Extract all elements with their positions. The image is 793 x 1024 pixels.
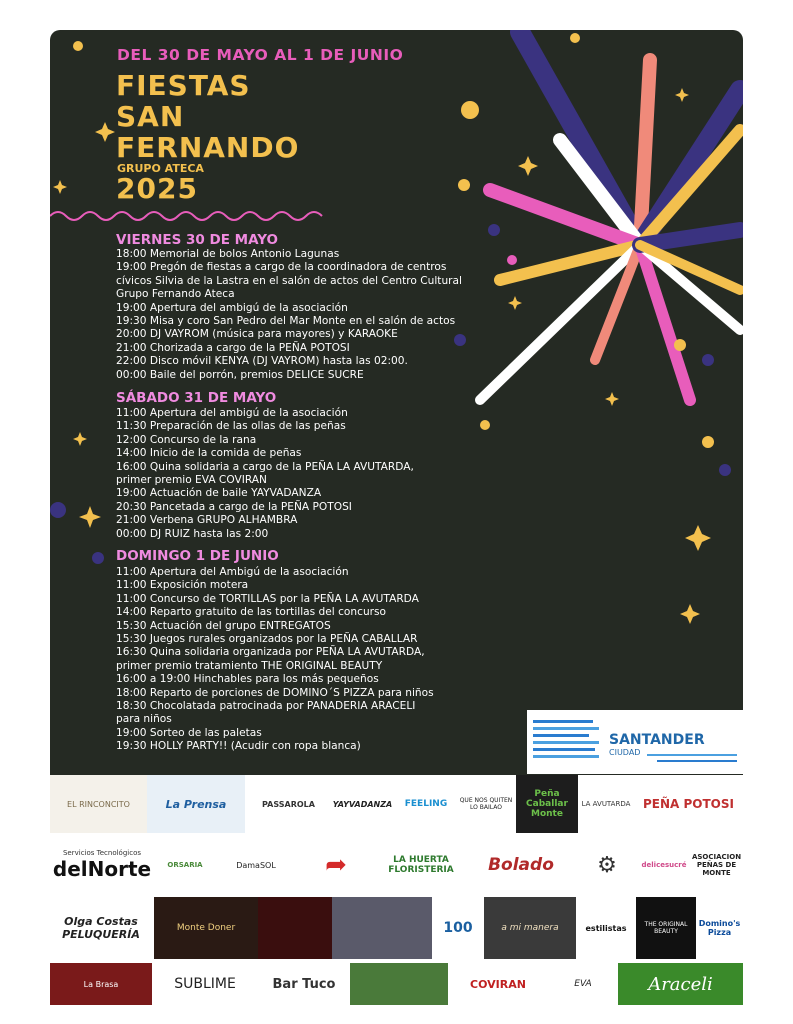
day-heading-sunday: DOMINGO 1 DE JUNIO [116, 548, 279, 564]
sponsor-logo: Peña Caballar Monte [516, 775, 578, 833]
santander-sub: CIUDAD [609, 748, 641, 757]
program-line: 15:30 Actuación del grupo ENTREGATOS [116, 619, 331, 632]
sponsor-logo: DamaSOL [216, 835, 296, 895]
sponsor-logo: ➦ [296, 835, 376, 895]
program-line: 19:30 Misa y coro San Pedro del Mar Monte en el salón de actos [116, 315, 456, 328]
program-friday [116, 248, 556, 382]
sponsor-logo: La Prensa [147, 775, 245, 833]
program-sunday [116, 566, 556, 754]
sponsor-logo: COVIRAN [448, 963, 548, 1005]
santander-name: SANTANDER [609, 732, 705, 748]
program-line: 16:00 Quina solidaria a cargo de la PEÑA LA AVUTARDA, [116, 460, 414, 473]
program-line: 21:00 Verbena GRUPO ALHAMBRA [116, 514, 298, 527]
sponsor-logo: YAYVADANZA [331, 775, 394, 833]
program-saturday [116, 407, 556, 541]
program-line: 19:00 Actuación de baile YAYVADANZA [116, 487, 322, 500]
sponsor-logo: PEÑA POTOSI [634, 775, 743, 833]
day-heading-friday: VIERNES 30 DE MAYO [116, 232, 279, 248]
title-line-1: FIESTAS [116, 69, 251, 102]
santander-lines-icon [647, 740, 737, 770]
program-line: 11:00 Apertura del Ambigú de la asociación [116, 566, 349, 578]
day-heading-saturday: SÁBADO 31 DE MAYO [116, 390, 277, 406]
program-line: 16:00 a 19:00 Hinchables para los más pequeños [116, 673, 379, 686]
sponsor-logo: Monte Doner [154, 897, 258, 959]
year: 2025 [116, 172, 198, 205]
sponsor-logo: QUE NOS QUITEN LO BAILAO [458, 775, 514, 833]
sponsor-logo: ⚙ [576, 835, 638, 895]
program-line: 14:00 Inicio de la comida de peñas [116, 447, 302, 460]
sponsor-logo: Bolado [466, 835, 576, 895]
sponsor-logo [350, 963, 448, 1005]
sponsor-logo: 100 [432, 897, 484, 959]
program-line: 19:00 Pregón de fiestas a cargo de la coordinadora de centros [116, 261, 447, 274]
sponsor-logo: La Brasa [50, 963, 152, 1005]
program-line: 20:00 DJ VAYROM (música para mayores) y KARAOKE [116, 328, 398, 341]
program-line: 20:30 Pancetada a cargo de la PEÑA POTOSI [116, 500, 352, 513]
sponsor-logo: ASOCIACION PEÑAS DE MONTE [690, 835, 743, 895]
sponsor-logo: EVA [548, 963, 618, 1005]
santander-logo [527, 710, 743, 774]
sponsor-logo [258, 897, 332, 959]
santander-stripes-icon [533, 718, 603, 768]
sponsor-logo: estilistas [576, 897, 636, 959]
sponsor-logo: SUBLIME [152, 963, 258, 1005]
event-poster [50, 30, 743, 775]
sponsor-logo: LA HUERTA FLORISTERIA [376, 835, 466, 895]
sponsor-logo: PASSAROLA [246, 775, 331, 833]
program-line: 22:00 Disco móvil KENYA (DJ VAYROM) hasta las 02:00. [116, 355, 408, 368]
program-line: 19:00 Apertura del ambigú de la asociación [116, 301, 348, 314]
sponsor-logo: Araceli [618, 963, 743, 1005]
sponsor-logo: ORSARIA [154, 835, 216, 895]
sponsor-logo: a mi manera [484, 897, 576, 959]
organizer: GRUPO ATECA [117, 162, 204, 175]
program-line: 11:30 Preparación de las ollas de las peñas [116, 420, 346, 433]
sponsor-logos [50, 775, 743, 1005]
wavy-divider [50, 212, 322, 220]
sponsor-logo: THE ORIGINAL BEAUTY [636, 897, 696, 959]
program-line: 11:00 Concurso de TORTILLAS por la PEÑA LA AVUTARDA [116, 592, 419, 605]
program-line: 00:00 DJ RUIZ hasta las 2:00 [116, 527, 269, 540]
title-line-2: SAN [116, 100, 185, 133]
program-line: 18:00 Memorial de bolos Antonio Lagunas [116, 248, 340, 260]
program-line: cívicos Silvia de la Lastra en el salón de actos del Centro Cultural [116, 274, 462, 287]
program-line: 12:00 Concurso de la rana [116, 433, 257, 446]
sponsor-logo: Bar Tuco [258, 963, 350, 1005]
title-line-3: FERNANDO [116, 131, 300, 164]
program-line: 21:00 Chorizada a cargo de la PEÑA POTOSI [116, 341, 350, 354]
sponsor-logo: FEELING [394, 775, 458, 833]
program-line: 11:00 Exposición motera [116, 579, 249, 592]
sponsor-logo: Domino's Pizza [696, 897, 743, 959]
program-line: 14:00 Reparto gratuito de las tortillas del concurso [116, 606, 387, 619]
sponsor-logo: LA AVUTARDA [578, 775, 634, 833]
sponsor-logo: EL RINCONCITO [50, 775, 147, 833]
sponsor-logo: delicesucré [638, 835, 690, 895]
program-line: 16:30 Quina solidaria organizada por PEÑA LA AVUTARDA, [116, 646, 425, 659]
sponsor-logo: Olga Costas PELUQUERÍA [50, 897, 152, 959]
date-range: DEL 30 DE MAYO AL 1 DE JUNIO [117, 46, 404, 64]
program-line: 19:30 HOLLY PARTY!! (Acudir con ropa blanca) [116, 740, 361, 753]
program-line: Grupo Fernando Ateca [116, 288, 235, 301]
sponsor-logo [332, 897, 432, 959]
sponsor-logo: Servicios Tecnológicos delNorte [50, 835, 154, 895]
program-line: primer premio tratamiento THE ORIGINAL BEAUTY [116, 659, 383, 672]
program-line: 11:00 Apertura del ambigú de la asociación [116, 407, 348, 419]
program-line: 18:30 Chocolatada patrocinada por PANADERIA ARACELI [116, 700, 416, 713]
program-line: 18:00 Reparto de porciones de DOMINO´S PIZZA para niños [116, 686, 434, 699]
program-line: para niños [116, 713, 172, 726]
program-line: 15:30 Juegos rurales organizados por la PEÑA CABALLAR [116, 633, 418, 646]
program-line: 19:00 Sorteo de las paletas [116, 726, 262, 739]
program-line: primer premio EVA COVIRAN [116, 474, 267, 487]
program-line: 00:00 Baile del porrón, premios DELICE SUCRE [116, 368, 364, 381]
